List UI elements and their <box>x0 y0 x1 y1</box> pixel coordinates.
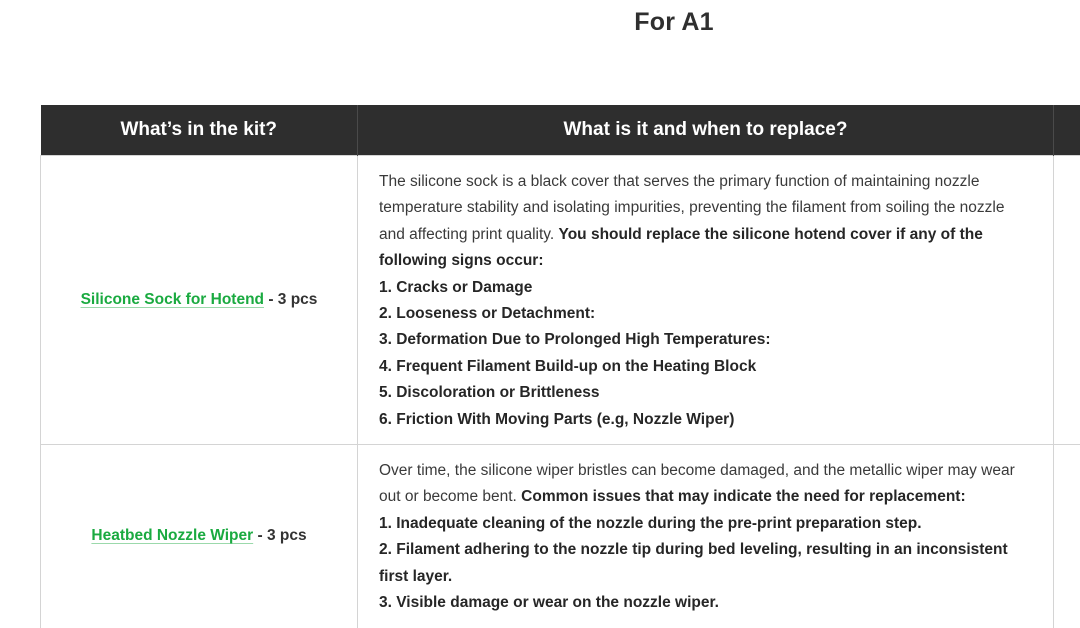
table-row <box>41 445 1080 628</box>
page-title: For A1 <box>0 8 1080 37</box>
description-emphasis: You should replace the silicone hotend cover if any of the following signs occur: <box>379 226 983 269</box>
list-item: 6. Friction With Moving Parts (e.g, Nozzle Wiper) <box>379 407 1031 433</box>
list-item: 5. Discoloration or Brittleness <box>379 380 1031 406</box>
kit-item-cell <box>41 445 358 628</box>
description-intro: Over time, the silicone wiper bristles can become damaged, and the metallic wiper may wear out or become bent. <box>379 462 1015 505</box>
extra-cell <box>1054 156 1080 445</box>
kit-table <box>40 105 1080 628</box>
description-emphasis: Common issues that may indicate the need for replacement: <box>521 488 965 505</box>
description-intro: The silicone sock is a black cover that serves the primary function of maintaining nozzle temperature stability and isolating impurities, preventing the filament from soiling the nozzle and affecting print quality. <box>379 173 1004 243</box>
kit-item-cell <box>41 156 358 445</box>
list-item: 2. Filament adhering to the nozzle tip during bed leveling, resulting in an inconsistent first layer. <box>379 537 1031 590</box>
list-item: 3. Visible damage or wear on the nozzle wiper. <box>379 590 1031 616</box>
item-quantity: - 3 pcs <box>264 291 317 308</box>
table-row <box>41 156 1080 445</box>
description-cell <box>358 156 1054 445</box>
item-link-nozzle-wiper[interactable]: Heatbed Nozzle Wiper <box>91 527 253 544</box>
column-header-extra <box>1054 105 1080 156</box>
list-item: 3. Deformation Due to Prolonged High Temperatures: <box>379 327 1031 353</box>
extra-cell <box>1054 445 1080 628</box>
column-header-kit: What’s in the kit? <box>41 105 358 156</box>
list-item: 1. Cracks or Damage <box>379 275 1031 301</box>
list-item: 1. Inadequate cleaning of the nozzle during the pre-print preparation step. <box>379 511 1031 537</box>
item-link-silicone-sock[interactable]: Silicone Sock for Hotend <box>81 291 264 308</box>
item-quantity: - 3 pcs <box>253 527 306 544</box>
list-item: 2. Looseness or Detachment: <box>379 301 1031 327</box>
table-header-row <box>41 105 1080 156</box>
description-cell <box>358 445 1054 628</box>
column-header-replace: What is it and when to replace? <box>358 105 1054 156</box>
list-item: 4. Frequent Filament Build-up on the Heating Block <box>379 354 1031 380</box>
